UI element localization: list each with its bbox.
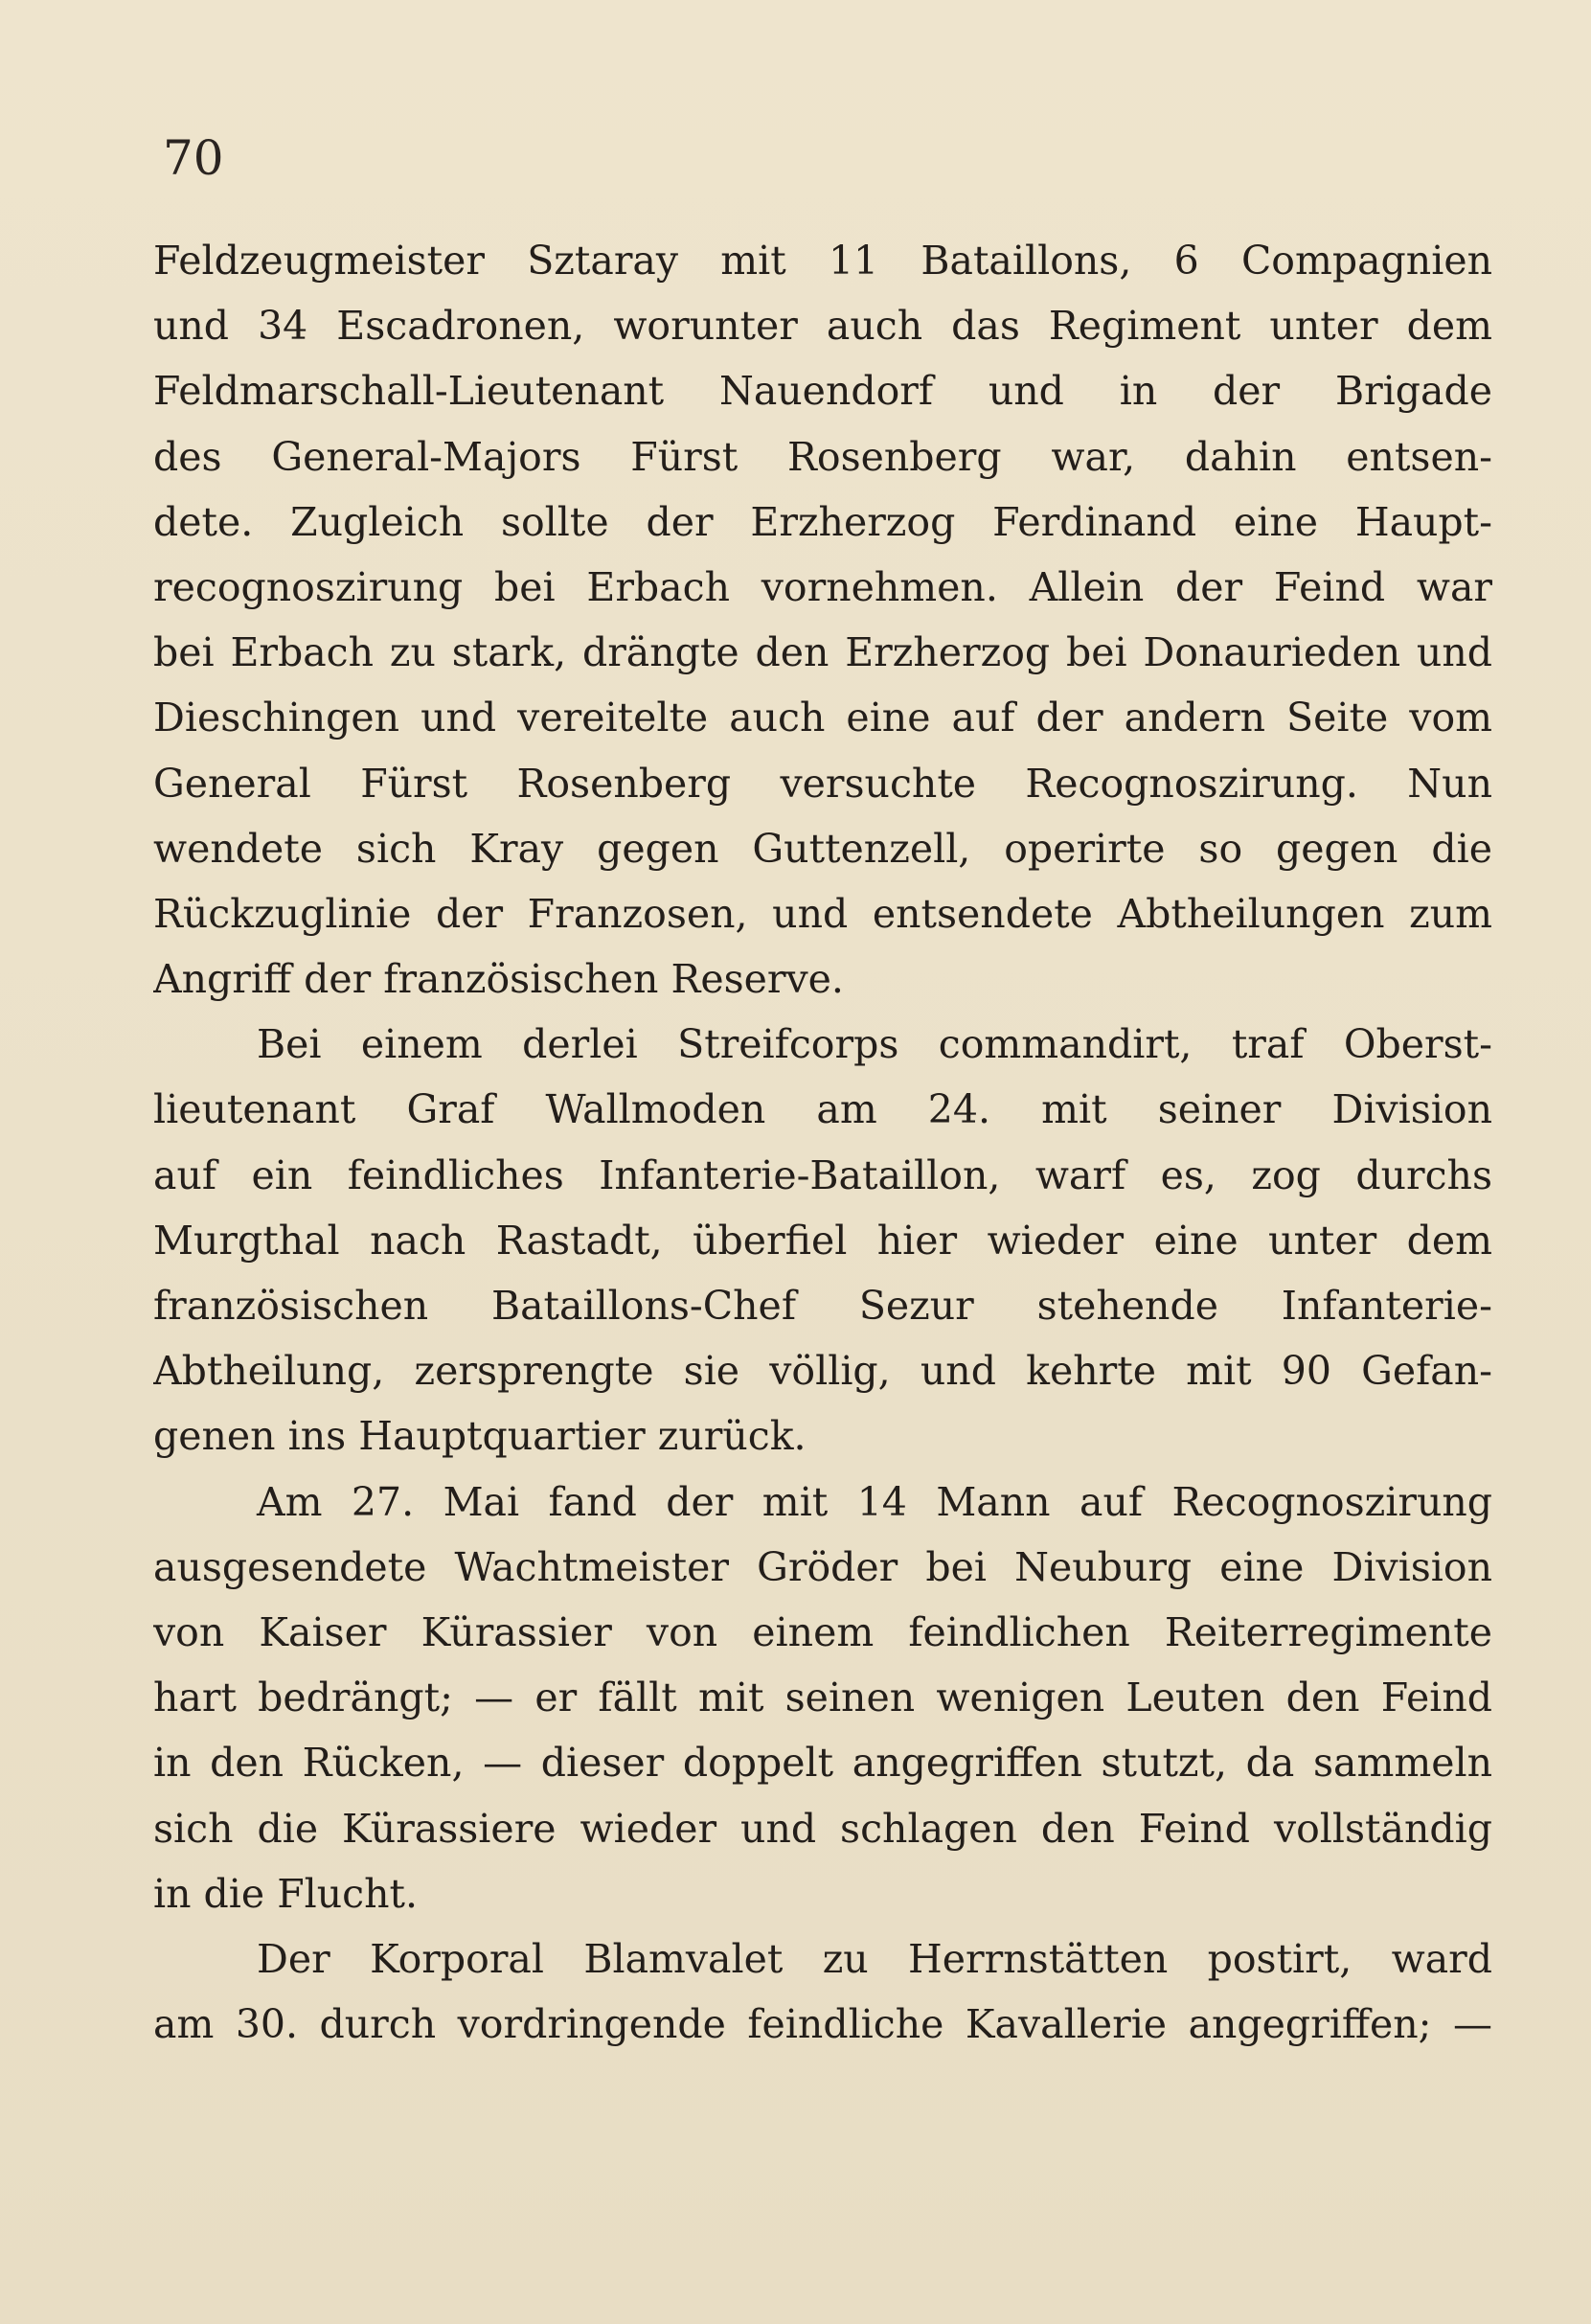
text-line: wendete sich Kray gegen Guttenzell, operirte so gegen die	[153, 825, 1492, 872]
text-line: sich die Kürassiere wieder und schlagen den Feind vollständig	[153, 1805, 1492, 1852]
body-text	[153, 228, 1492, 2057]
text-line: Angriff der französischen Reserve.	[153, 956, 844, 1003]
text-line: hart bedrängt; — er fällt mit seinen wenigen Leuten den Feind	[153, 1675, 1492, 1721]
text-line: genen ins Hauptquartier zurück.	[153, 1413, 807, 1460]
text-line: Feldmarschall-Lieutenant Nauendorf und in der Brigade	[153, 368, 1492, 415]
text-line: des General-Majors Fürst Rosenberg war, dahin entsen-	[153, 433, 1492, 480]
text-line: Bei einem derlei Streifcorps commandirt, traf Oberst-	[257, 1021, 1492, 1068]
text-line: bei Erbach zu stark, drängte den Erzherzog bei Donaurieden und	[153, 629, 1492, 676]
text-line: französischen Bataillons-Chef Sezur stehende Infanterie-	[153, 1283, 1492, 1329]
text-line: am 30. durch vordringende feindliche Kavallerie angegriffen; —	[153, 2001, 1492, 2048]
text-line: General Fürst Rosenberg versuchte Recognoszirung. Nun	[153, 760, 1492, 807]
page-number: 70	[163, 130, 224, 186]
text-line: recognoszirung bei Erbach vornehmen. Allein der Feind war	[153, 563, 1492, 610]
text-line: auf ein feindliches Infanterie-Bataillon, warf es, zog durchs	[153, 1151, 1492, 1198]
text-line: in die Flucht.	[153, 1870, 419, 1917]
text-line: dete. Zugleich sollte der Erzherzog Ferdinand eine Haupt-	[153, 498, 1492, 545]
text-line: Abtheilung, zersprengte sie völlig, und kehrte mit 90 Gefan-	[153, 1348, 1492, 1395]
text-line: und 34 Escadronen, worunter auch das Regiment unter dem	[153, 303, 1492, 350]
text-line: Der Korporal Blamvalet zu Herrnstätten postirt, ward	[257, 1935, 1492, 1982]
text-line: Murgthal nach Rastadt, überfiel hier wieder eine unter dem	[153, 1217, 1492, 1264]
text-line: Feldzeugmeister Sztaray mit 11 Bataillons, 6 Compagnien	[153, 238, 1492, 284]
text-line: lieutenant Graf Wallmoden am 24. mit seiner Division	[153, 1086, 1492, 1133]
text-line: Dieschingen und vereitelte auch eine auf der andern Seite vom	[153, 695, 1492, 741]
text-line: von Kaiser Kürassier von einem feindlichen Reiterregimente	[153, 1608, 1492, 1655]
text-line: Am 27. Mai fand der mit 14 Mann auf Recognoszirung	[257, 1478, 1492, 1525]
text-line: ausgesendete Wachtmeister Gröder bei Neuburg eine Division	[153, 1543, 1492, 1590]
text-line: in den Rücken, — dieser doppelt angegriffen stutzt, da sammeln	[153, 1740, 1492, 1787]
text-line: Rückzuglinie der Franzosen, und entsendete Abtheilungen zum	[153, 890, 1492, 937]
